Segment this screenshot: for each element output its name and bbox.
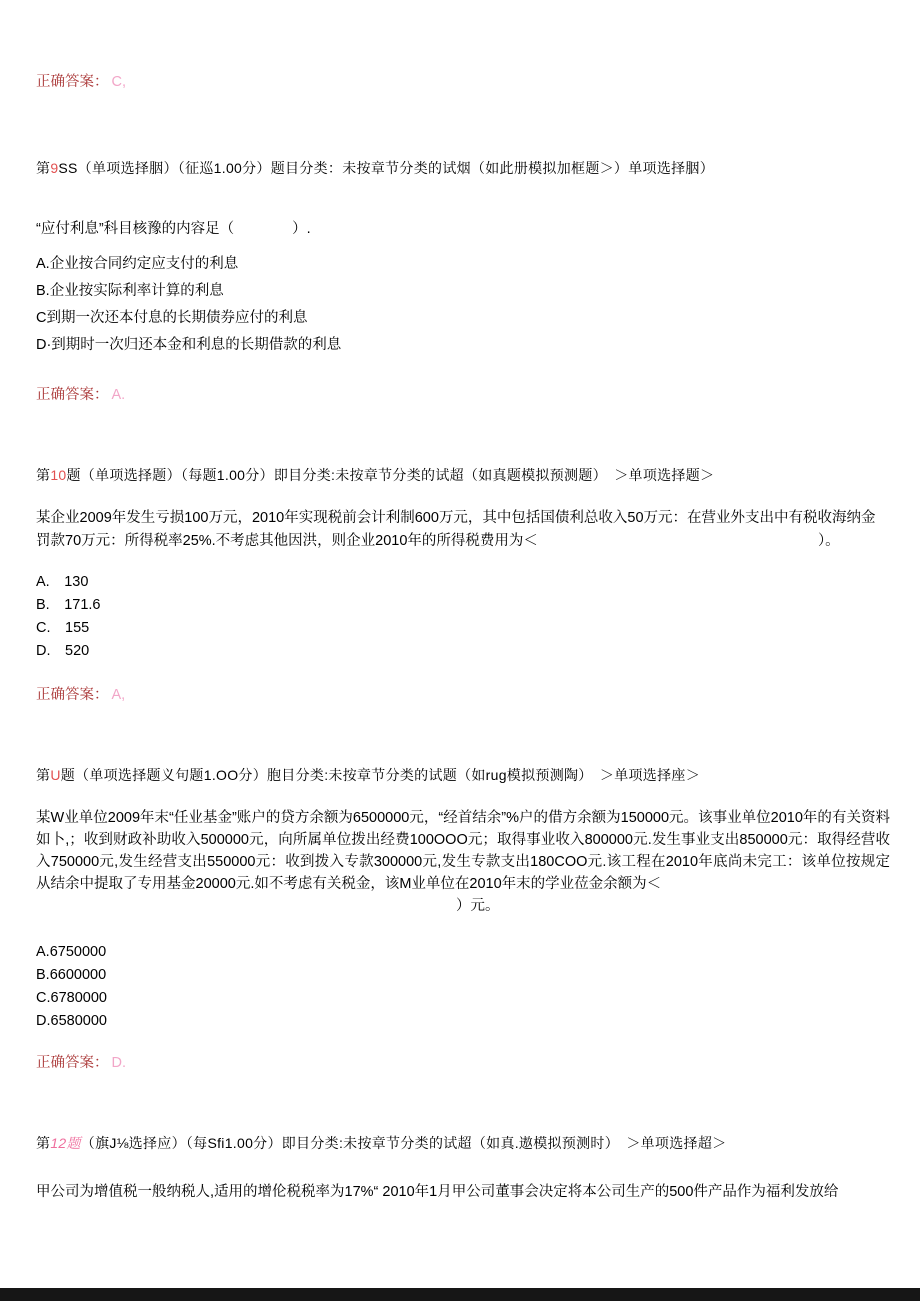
option-d: D·到期时一次归还本金和利息的长期借款的利息 xyxy=(36,337,342,353)
question-number-prefix: 第 xyxy=(36,467,51,483)
answer-line xyxy=(36,385,890,405)
question-text-main: 某W业单位2009年末“任业基金”账户的贷方余额为6500000元，“经首结余”%户的借方余额为150000元。该事业单位2010年的有关资料如卜,；收到财政补助收入500000元，向所属单位拨出经费100OOO元；取得事业收入800000元.发生事业支出850000元：取得经营收入750000元,发生经营支出550000元：收到拨入专款300000元,发生专款支出180COO元.该工程在2010年底尚未完工：该单位按规定从结余中提取了专用基金20000元.如不考虑有关税金，该M业单位在2010年末的学业莅金余额为＜ xyxy=(36,810,890,892)
question-number: 12题 xyxy=(50,1135,81,1151)
question-header-text: 题（单项选择题义句题1.OO分）胞目分类:未按章节分类的试题（如rug模拟预测陶） ＞单项选择座＞ xyxy=(60,767,701,783)
question-text-tail: ）元。 xyxy=(456,898,500,914)
option-b: B.企业按实际利率计算的利息 xyxy=(36,283,224,299)
option-c: C到期一次还本付息的长期债券应付的利息 xyxy=(36,310,308,326)
options-list xyxy=(36,251,890,359)
answer-label: 正确答案： xyxy=(36,687,109,703)
option-d: D. 520 xyxy=(36,643,90,659)
options-list xyxy=(36,941,890,1033)
question-header xyxy=(36,1133,890,1153)
question-header-text: （旗J⅛选择应）（每Sfi1.00分）即目分类:未按章节分类的试超（如真.遨模拟预测时） ＞单项选择超＞ xyxy=(80,1135,727,1151)
question-block-9 xyxy=(36,158,890,405)
question-text xyxy=(36,807,890,917)
options-list xyxy=(36,571,890,663)
question-number-prefix: 第 xyxy=(36,1135,51,1151)
question-header xyxy=(36,158,890,178)
answer-line xyxy=(36,685,890,705)
answer-value: A. xyxy=(111,387,126,403)
question-text-main: 甲公司为增值税一般纳税人,适用的增伦税税率为17%“ 2010年1月甲公司董事会决定将本公司生产的500件产品作为福利发放给 xyxy=(36,1184,839,1200)
option-a: A.6750000 xyxy=(36,944,107,960)
question-text-main: “应付利息”科目核豫的内容足（ ）. xyxy=(36,221,311,237)
answer-line xyxy=(36,0,890,92)
option-b: B. 171.6 xyxy=(36,597,101,613)
question-number: U xyxy=(50,767,61,783)
option-d: D.6580000 xyxy=(36,1013,107,1029)
question-header-text: 题（单项选择题）（每题1.00分）即目分类:未按章节分类的试超（如真题模拟预测题） ＞单项选择题＞ xyxy=(66,467,715,483)
question-block-12 xyxy=(36,1133,890,1204)
answer-value: A, xyxy=(111,687,126,703)
option-a: A.企业按合同约定应支付的利息 xyxy=(36,256,239,272)
answer-label: 正确答案： xyxy=(36,1055,109,1071)
option-c: C. 155 xyxy=(36,620,90,636)
answer-value: C, xyxy=(111,74,126,90)
option-a: A. 130 xyxy=(36,574,89,590)
question-text xyxy=(36,1181,890,1204)
option-c: C.6780000 xyxy=(36,990,107,1006)
answer-line xyxy=(36,1053,890,1073)
question-text xyxy=(36,218,890,241)
question-header xyxy=(36,765,890,785)
question-number-prefix: 第 xyxy=(36,160,51,176)
question-number: 10 xyxy=(50,467,67,483)
question-block-11 xyxy=(36,765,890,1073)
option-b: B.6600000 xyxy=(36,967,107,983)
question-text-tail: ）。 xyxy=(817,533,840,549)
question-header xyxy=(36,465,890,485)
answer-label: 正确答案： xyxy=(36,387,109,403)
question-text-main: 某企业2009年发生亏损100万元，2010年实现税前会计利制600万元，其中包括国债利总收入50万元：在营业外支出中有税收海纳金罚款70万元：所得税率25%.不考虑其他因洪，则企业2010年的所得税费用为＜ xyxy=(36,510,876,549)
question-text xyxy=(36,507,890,553)
bottom-black-bar xyxy=(0,1288,920,1301)
answer-label: 正确答案： xyxy=(36,74,109,90)
question-number-prefix: 第 xyxy=(36,767,51,783)
question-header-text: SS（单项选择胭）（征巡1.00分）题目分类：未按章节分类的试烟（如此册模拟加框题＞）单项选择胭） xyxy=(58,160,715,176)
question-block-10 xyxy=(36,465,890,705)
answer-value: D. xyxy=(111,1055,126,1071)
question-number: 9 xyxy=(50,160,59,176)
